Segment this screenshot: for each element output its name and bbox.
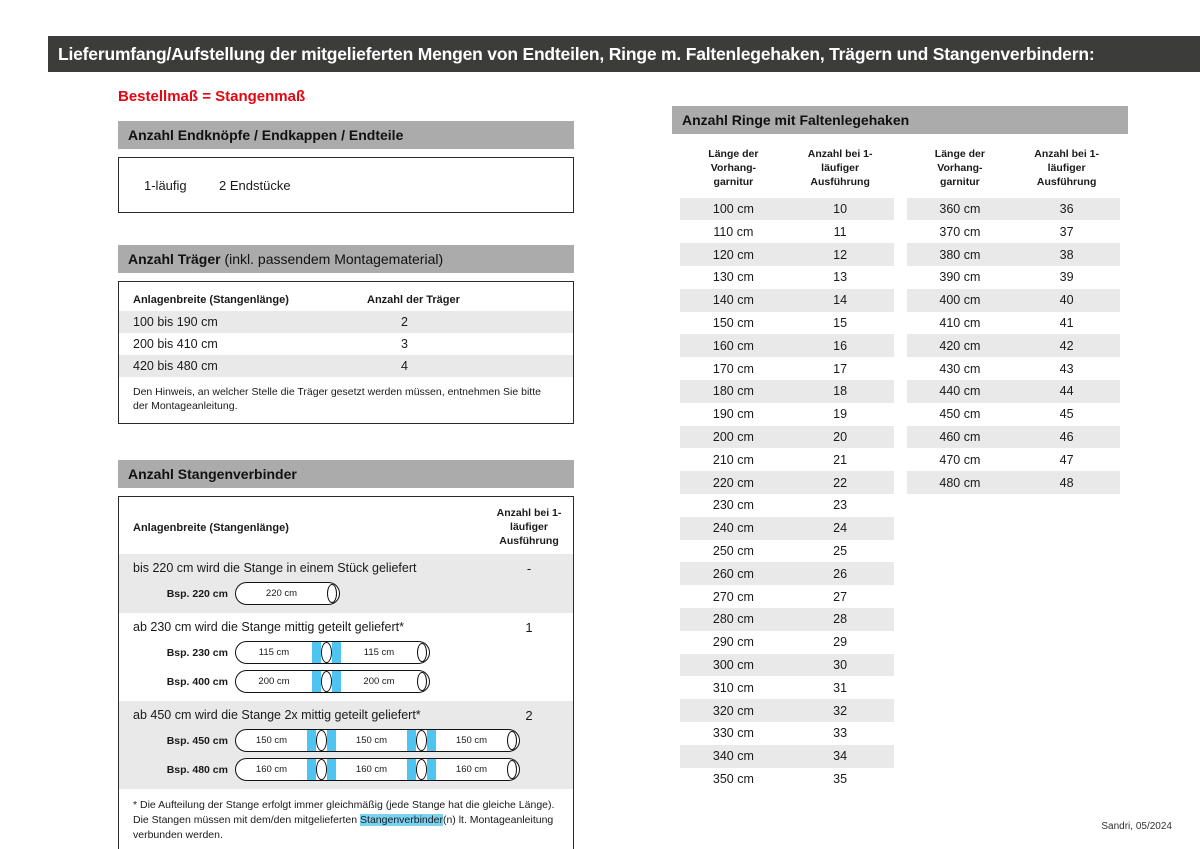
count-cell: 15 [833,315,848,330]
table-row [907,243,1121,266]
verbinder-footnote [119,789,573,849]
rod-segment-label: 200 cm [258,676,290,688]
table-row [907,266,1121,289]
table-row [119,355,573,377]
rod-endcap-icon [417,643,427,662]
rod-segment-label: 150 cm [455,735,488,747]
count-cell: 48 [1059,475,1074,490]
group-head [133,708,563,723]
connector-blue [427,730,436,751]
connector-blue [427,759,436,780]
count-cell: 32 [833,703,848,718]
table-row [907,471,1121,494]
section-header-traeger-rest: (inkl. passendem Montagematerial) [220,251,444,267]
table-row [680,631,894,654]
count-cell: 25 [833,543,848,558]
range-cell: 420 bis 480 cm [133,359,218,373]
rod-connector-icon [312,671,341,692]
group-count: 2 [525,708,533,724]
traeger-note: Den Hinweis, an welcher Stelle die Träger gesetzt werden müssen, entnehmen Sie bitte der Montageanleitung. [133,386,541,413]
ring-table-header [907,148,1121,190]
length-cell: 230 cm [712,498,754,513]
length-cell: 450 cm [939,407,981,422]
length-cell: 420 cm [939,338,981,353]
example-label: Bsp. 450 cm [166,734,228,747]
document-footer: Sandri, 05/2024 [1101,821,1172,832]
table-row [680,494,894,517]
table-row [680,448,894,471]
length-cell: 280 cm [712,612,754,627]
endteile-box [118,157,574,213]
length-cell: 170 cm [712,361,754,376]
count-cell: 21 [833,452,848,467]
group-count: - [526,561,532,577]
verbinder-col-width: Anlagenbreite (Stangenlänge) [133,521,289,534]
verbinder-group-450 [119,701,573,789]
count-cell: 41 [1059,315,1074,330]
rod-example [133,641,563,664]
endteile-count: 2 Endstücke [219,177,291,193]
length-cell: 320 cm [712,703,754,718]
length-cell: 260 cm [712,566,754,581]
rod-diagram-480 [235,758,520,781]
count-cell: 38 [1059,247,1074,262]
count-cell: 39 [1059,270,1074,285]
example-label: Bsp. 220 cm [166,587,228,600]
table-row [907,312,1121,335]
connector-blue [307,730,316,751]
length-cell: 410 cm [939,315,981,330]
length-cell: 190 cm [712,407,754,422]
connector-blue [312,671,321,692]
group-text: ab 230 cm wird die Stange mittig geteilt geliefert* [133,620,404,635]
length-cell: 130 cm [712,270,754,285]
page-title: Lieferumfang/Aufstellung der mitgelieferten Mengen von Endteilen, Ringe m. Faltenlegehaken, Trägern und Stangenverbindern: [48,36,1200,72]
rod-segment-label: 200 cm [363,676,395,688]
table-row [680,768,894,791]
group-head [133,620,563,635]
rod-connector-icon [312,642,341,663]
count-cell: 26 [833,566,848,581]
connector-blue [332,671,341,692]
verbinder-group-220 [119,554,573,613]
length-cell: 160 cm [712,338,754,353]
rod-segment-label: 160 cm [355,764,388,776]
ring-table-left [680,148,894,790]
connector-blue [327,759,336,780]
count-cell: 45 [1059,407,1074,422]
table-row [907,198,1121,221]
ring-col-count: Anzahl bei 1-läufiger Ausführung [1034,148,1099,188]
count-cell: 43 [1059,361,1074,376]
traeger-table-header [119,282,573,311]
traeger-table-body [119,311,573,377]
connector-joint [321,671,332,692]
group-text: ab 450 cm wird die Stange 2x mittig geteilt geliefert* [133,708,421,723]
table-row [680,426,894,449]
table-row [907,357,1121,380]
count-cell: 46 [1059,429,1074,444]
count-cell: 17 [833,361,848,376]
count-cell: 14 [833,293,848,308]
connector-blue [327,730,336,751]
count-cell: 13 [833,270,848,285]
count-cell: 30 [833,657,848,672]
connector-blue [312,642,321,663]
rod-example [133,670,563,693]
table-row [680,562,894,585]
table-row [680,380,894,403]
table-row [680,198,894,221]
count-cell: 19 [833,407,848,422]
length-cell: 430 cm [939,361,981,376]
rod-segment-label: 150 cm [355,735,388,747]
connector-joint [416,730,427,751]
length-cell: 350 cm [712,771,754,786]
rod-segment-label: 160 cm [455,764,488,776]
rod-connector-icon [307,730,336,751]
table-row [119,311,573,333]
connector-joint [321,642,332,663]
footnote-highlight: Stangenverbinder [360,813,443,826]
example-label: Bsp. 400 cm [166,675,228,688]
count-cell: 28 [833,612,848,627]
table-row [907,380,1121,403]
connector-joint [416,759,427,780]
rod-endcap-icon [327,584,337,603]
length-cell: 100 cm [712,201,754,216]
table-row [119,333,573,355]
length-cell: 180 cm [712,384,754,399]
table-row [907,403,1121,426]
table-row [680,334,894,357]
left-column [118,88,574,849]
count-cell: 20 [833,429,848,444]
section-header-traeger-bold: Anzahl Träger [128,251,221,267]
length-cell: 400 cm [939,293,981,308]
table-row [680,220,894,243]
rod-segment-label: 150 cm [255,735,288,747]
length-cell: 210 cm [712,452,754,467]
length-cell: 460 cm [939,429,981,444]
table-row [680,471,894,494]
footnote-text: * Die Aufteilung der Stange erfolgt immer gleichmäßig (jede Stange hat die gleiche Länge). Die Stangen müssen mit dem/den mitgelieferten [133,799,555,826]
section-header-endteile: Anzahl Endknöpfe / Endkappen / Endteile [118,121,574,149]
count-cell: 16 [833,338,848,353]
group-text: bis 220 cm wird die Stange in einem Stück geliefert [133,561,417,576]
count-cell: 4 [401,359,408,373]
ring-tables [672,148,1128,790]
count-cell: 37 [1059,224,1074,239]
traeger-box [118,281,574,424]
count-cell: 2 [401,315,408,329]
length-cell: 470 cm [939,452,981,467]
verbinder-box [118,496,574,849]
count-cell: 40 [1059,293,1074,308]
table-row [680,585,894,608]
rod-endcap-icon [507,731,517,750]
length-cell: 290 cm [712,635,754,650]
table-row [680,289,894,312]
rod-endcap-icon [417,672,427,691]
rod-diagram-450 [235,729,520,752]
verbinder-col-count: Anzahl bei 1-läufiger Ausführung [496,507,562,547]
example-label: Bsp. 230 cm [166,646,228,659]
length-cell: 480 cm [939,475,981,490]
count-cell: 34 [833,749,848,764]
rod-endcap-icon [507,760,517,779]
rod-example [133,582,563,605]
count-cell: 36 [1059,201,1074,216]
endteile-row [119,158,573,212]
rod-connector-icon [407,730,436,751]
ring-col-count: Anzahl bei 1-läufiger Ausführung [807,148,873,188]
range-cell: 200 bis 410 cm [133,337,218,351]
connector-blue [332,642,341,663]
example-label: Bsp. 480 cm [166,763,228,776]
footnote-text: (n) lt. Montageanleitung verbunden werden. [133,813,554,841]
rod-diagram-230 [235,641,430,664]
rod-connector-icon [407,759,436,780]
length-cell: 330 cm [712,726,754,741]
group-head [133,561,563,576]
rod-segment-label: 115 cm [363,647,395,659]
length-cell: 250 cm [712,543,754,558]
count-cell: 11 [833,224,847,239]
length-cell: 380 cm [939,247,981,262]
connector-blue [407,730,416,751]
traeger-col-count: Anzahl der Träger [367,294,460,306]
length-cell: 300 cm [712,657,754,672]
rod-segment-label: 160 cm [255,764,288,776]
length-cell: 220 cm [712,475,754,490]
table-row [680,540,894,563]
count-cell: 22 [833,475,848,490]
length-cell: 120 cm [712,247,754,262]
count-cell: 18 [833,384,848,399]
table-row [680,312,894,335]
length-cell: 150 cm [712,315,754,330]
rod-example [133,729,563,752]
table-row [907,426,1121,449]
length-cell: 240 cm [712,521,754,536]
table-row [680,608,894,631]
rod-diagram-220 [235,582,340,605]
count-cell: 35 [833,771,848,786]
rod-diagram-400 [235,670,430,693]
table-row [907,220,1121,243]
table-row [680,243,894,266]
count-cell: 33 [833,726,848,741]
rod-segment-label: 115 cm [258,647,290,659]
ring-table-header [680,148,894,190]
table-row [680,722,894,745]
count-cell: 27 [833,589,848,604]
table-row [907,289,1121,312]
table-row [680,745,894,768]
length-cell: 110 cm [713,224,754,239]
table-row [680,357,894,380]
table-row [680,654,894,677]
length-cell: 370 cm [939,224,981,239]
length-cell: 390 cm [939,270,981,285]
traeger-col-width: Anlagenbreite (Stangenlänge) [133,294,289,306]
connector-joint [316,759,327,780]
table-row [680,266,894,289]
count-cell: 31 [833,680,848,695]
length-cell: 360 cm [939,201,981,216]
count-cell: 23 [833,498,848,513]
ring-table-right [907,148,1121,790]
length-cell: 200 cm [712,429,754,444]
rod-connector-icon [307,759,336,780]
length-cell: 440 cm [939,384,981,399]
ring-col-length: Länge der Vorhang-garnitur [934,148,985,188]
group-count: 1 [525,620,533,636]
rod-segment-label: 220 cm [265,588,298,600]
rod-example [133,758,563,781]
length-cell: 140 cm [712,293,754,308]
ring-col-length: Länge der Vorhang-garnitur [708,148,759,188]
connector-joint [316,730,327,751]
verbinder-group-230 [119,613,573,701]
table-row [680,403,894,426]
length-cell: 310 cm [712,680,754,695]
count-cell: 12 [833,247,848,262]
order-size-note: Bestellmaß = Stangenmaß [118,88,306,105]
length-cell: 270 cm [712,589,754,604]
connector-blue [407,759,416,780]
table-row [680,517,894,540]
ring-table-body [680,198,894,791]
range-cell: 100 bis 190 cm [133,315,218,329]
count-cell: 47 [1059,452,1074,467]
count-cell: 10 [833,201,848,216]
ring-table-body [907,198,1121,494]
right-column [672,106,1128,790]
count-cell: 42 [1059,338,1074,353]
table-row [907,334,1121,357]
section-header-ringe: Anzahl Ringe mit Faltenlegehaken [672,106,1128,134]
table-row [907,448,1121,471]
verbinder-table-header [119,497,573,554]
connector-blue [307,759,316,780]
table-row [680,676,894,699]
table-row [680,699,894,722]
count-cell: 3 [401,337,408,351]
endteile-variant: 1-läufig [144,177,187,193]
length-cell: 340 cm [712,749,754,764]
count-cell: 29 [833,635,848,650]
count-cell: 44 [1059,384,1074,399]
count-cell: 24 [833,521,848,536]
section-header-traeger [118,245,574,273]
section-header-verbinder: Anzahl Stangenverbinder [118,460,574,488]
